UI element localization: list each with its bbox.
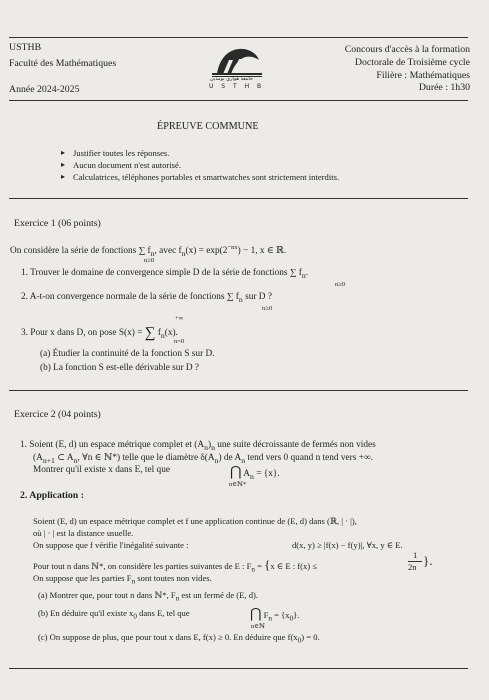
ex2-part-c-end: ) = 0. [301, 632, 320, 642]
ex2-part-b-5: }. [293, 610, 300, 620]
exercise2-title: Exercice 2 (04 points) [14, 409, 101, 420]
header-bottom-rule [9, 100, 468, 101]
ex1-q3-a: 3. Pour x dans D, on pose S(x) = [21, 328, 143, 338]
logo-arabic-text: جامعة هواري بومدين [210, 76, 253, 82]
ex1-q2-end: sur D ? [245, 292, 272, 302]
ex2-part-b-sub: n∈ℕ [251, 623, 266, 630]
ex1-q3-b-item: (b) La fonction S est-elle dérivable sur D ? [40, 363, 200, 373]
ex2-part-a-text: (a) Montrer que, pour tout n dans ℕ*, F [38, 590, 176, 600]
ex2-q2-title: 2. Application : [20, 490, 84, 501]
faculty-name: Faculté des Mathématiques [9, 58, 117, 69]
ex2-q1-l2e: tend vers 0 quand n tend vers +∞. [245, 453, 373, 463]
ex2-q1-l1b: ) [207, 440, 212, 450]
ex1-q3: 3. Pour x dans D, on pose S(x) = ∑ $f_n(x)$. [21, 325, 178, 341]
ex1-q3-sum-top: +∞ [175, 315, 184, 322]
ex1-q1: 1. Trouver le domaine de convergence simple D de la série de fonctions ∑ $f_n$. [21, 268, 309, 280]
ex2-q1-l3b: A [243, 469, 251, 479]
ex2-part-b-text: (b) En déduire qu'il existe x [38, 608, 134, 618]
ex2-part-a-end: est un fermé de (E, d). [179, 590, 259, 600]
academic-year: Année 2024-2025 [9, 84, 80, 95]
ex1-q2-text: 2. A-t-on convergence normale de la série de fonctions ∑ f [21, 292, 239, 302]
ex1-intro-c: (x) = exp(2 [185, 246, 228, 257]
ex2-q1-sub: n∈ℕ* [229, 481, 247, 488]
ex2-q1-l1a: 1. Soient (E, d) un espace métrique complet et (A [20, 440, 205, 450]
contest-title: Concours d'accès à la formation [344, 44, 470, 55]
ex1-q1-text: 1. Trouver le domaine de convergence simple D de la série de fonctions ∑ f [21, 268, 302, 278]
ex1-q2: 2. A-t-on convergence normale de la série de fonctions ∑ $f_n$ sur D ? [21, 292, 272, 304]
ex2-part-b-3: F [263, 610, 269, 620]
ex2-app-l3: On suppose que f vérifie l'inégalité suivante : [33, 540, 189, 550]
ex2-q1-intersection: ⋂ $A_n = \{x\}$. [230, 465, 280, 481]
track-line: Filière : Mathématiques [376, 70, 470, 81]
university-name: USTHB [9, 42, 42, 53]
ex2-app-l3b: d(x, y) ≥ |f(x) − f(y)|, ∀x, y ∈ E. [292, 540, 403, 550]
ex2-part-c-text: (c) On suppose de plus, que pour tout x dans E, f(x) ≥ 0. En déduire que f(x [38, 632, 298, 642]
ex2-q1-l1c: une suite décroissante de fermés non vides [214, 440, 376, 450]
ex2-q1-l2d: ) de A [218, 453, 242, 463]
university-logo [209, 46, 265, 94]
footer-rule [9, 668, 468, 669]
ex2-q1-l2c: , ∀n ∈ ℕ*) telle que le diamètre δ(A [77, 453, 215, 463]
instruction-1: ▸ Justifier toutes les réponses. [73, 148, 169, 158]
exercise1-rule [9, 390, 468, 391]
ex1-q3-c: (x). [164, 328, 178, 338]
ex2-q1-line2: ($A_{n+1}$ ⊂ $A_n$, ∀n ∈ ℕ*) telle que le diamètre $\delta(A_n)$ de $A_n$ tend vers 0 quand n tend vers +∞. [33, 453, 373, 465]
ex2-app-l4c: x ∈ E : f(x) ≤ [270, 561, 317, 571]
ex2-app-l5b: sont toutes non vides. [135, 573, 212, 583]
ex2-q1-l2a: (A [33, 453, 43, 463]
exam-title: ÉPREUVE COMMUNE [157, 121, 259, 132]
ex2-part-b-4: = {x [272, 610, 290, 620]
ex2-part-b-2: dans E, tel que [136, 608, 190, 618]
ex1-intro-a: On considère la série de fonctions [10, 246, 137, 257]
ex1-q3-b: f [157, 328, 161, 338]
ex2-app-l5a: On suppose que les parties F [33, 573, 132, 583]
ex1-q3-a-item: (a) Étudier la continuité de la fonction S sur D. [40, 349, 215, 359]
fraction-num: 1 [413, 550, 418, 560]
ex1-intro: On considère la série de fonctions ∑ $f_n$, avec $f_n(x) = \exp(2^{-nx}) - 1$, x ∈ ℝ. [10, 244, 287, 258]
ex2-part-b-intersection: ⋂ $F_n = \{x_0\}$. [250, 607, 300, 623]
ex2-part-a: (a) Montrer que, pour tout n dans ℕ*, $F_n$ est un fermé de (E, d). [38, 590, 259, 603]
exercise1-title: Exercice 1 (06 points) [14, 218, 101, 229]
ex2-app-l5: On suppose que les parties $F_n$ sont toutes non vides. [33, 573, 212, 586]
ex1-q3-sum-bottom: n=0 [174, 338, 185, 345]
ex2-q1-l3a: Montrer qu'il existe x dans E, tel que [33, 465, 170, 475]
doctorate-line: Doctorale de Troisième cycle [354, 57, 470, 68]
header-top-rule [9, 37, 468, 38]
ex2-q1-line3 [33, 465, 170, 475]
instruction-2: ▸ Aucun document n'est autorisé. [73, 160, 181, 170]
ex2-app-l4: Pour tout n dans ℕ*, on considère les parties suivantes de E : $F_n = \{x$ ∈ E : f(x) ≤ [33, 557, 317, 574]
ex1-q1-sub: n≥0 [335, 281, 346, 288]
ex1-sum: ∑ f [138, 246, 151, 257]
instructions-rule [9, 198, 468, 199]
ex1-q2-sub: n≥0 [262, 305, 273, 312]
ex2-q1-l3c: = {x}. [253, 469, 280, 479]
ex2-part-c: (c) On suppose de plus, que pour tout x dans E, f(x) ≥ 0. En déduire que $f(x_0) = 0$. [38, 632, 320, 645]
ex2-q1-line1: 1. Soient (E, d) un espace métrique complet et $(A_n)_n$ une suite décroissante de fermés non vides [20, 440, 376, 452]
logo-letters: U S T H B [209, 83, 265, 90]
ex2-app-l4a: Pour tout n dans ℕ*, on considère les parties suivantes de E : F [33, 561, 252, 571]
set-close-brace: }. [423, 553, 433, 568]
ex2-app-l1: Soient (E, d) un espace métrique complet et f une application continue de (E, d) dans (ℝ, | · |), [33, 516, 357, 526]
ex1-intro-sub: n≥0 [144, 257, 155, 264]
fraction-den: 2n [408, 562, 417, 572]
ex2-app-l4b: = [254, 561, 265, 571]
ex2-app-l2: où | · | est la distance usuelle. [33, 528, 134, 538]
instruction-3: ▸ Calculatrices, téléphones portables et smartwatches sont strictement interdits. [73, 172, 339, 182]
ex1-intro-b: , avec f [154, 246, 182, 257]
ex1-intro-d: ) − 1, x ∈ ℝ. [237, 246, 287, 257]
duration-line: Durée : 1h30 [418, 82, 470, 93]
ex2-part-b: (b) En déduire qu'il existe $x_0$ dans E, tel que [38, 608, 190, 621]
ex2-q1-l2b: ⊂ A [54, 453, 74, 463]
